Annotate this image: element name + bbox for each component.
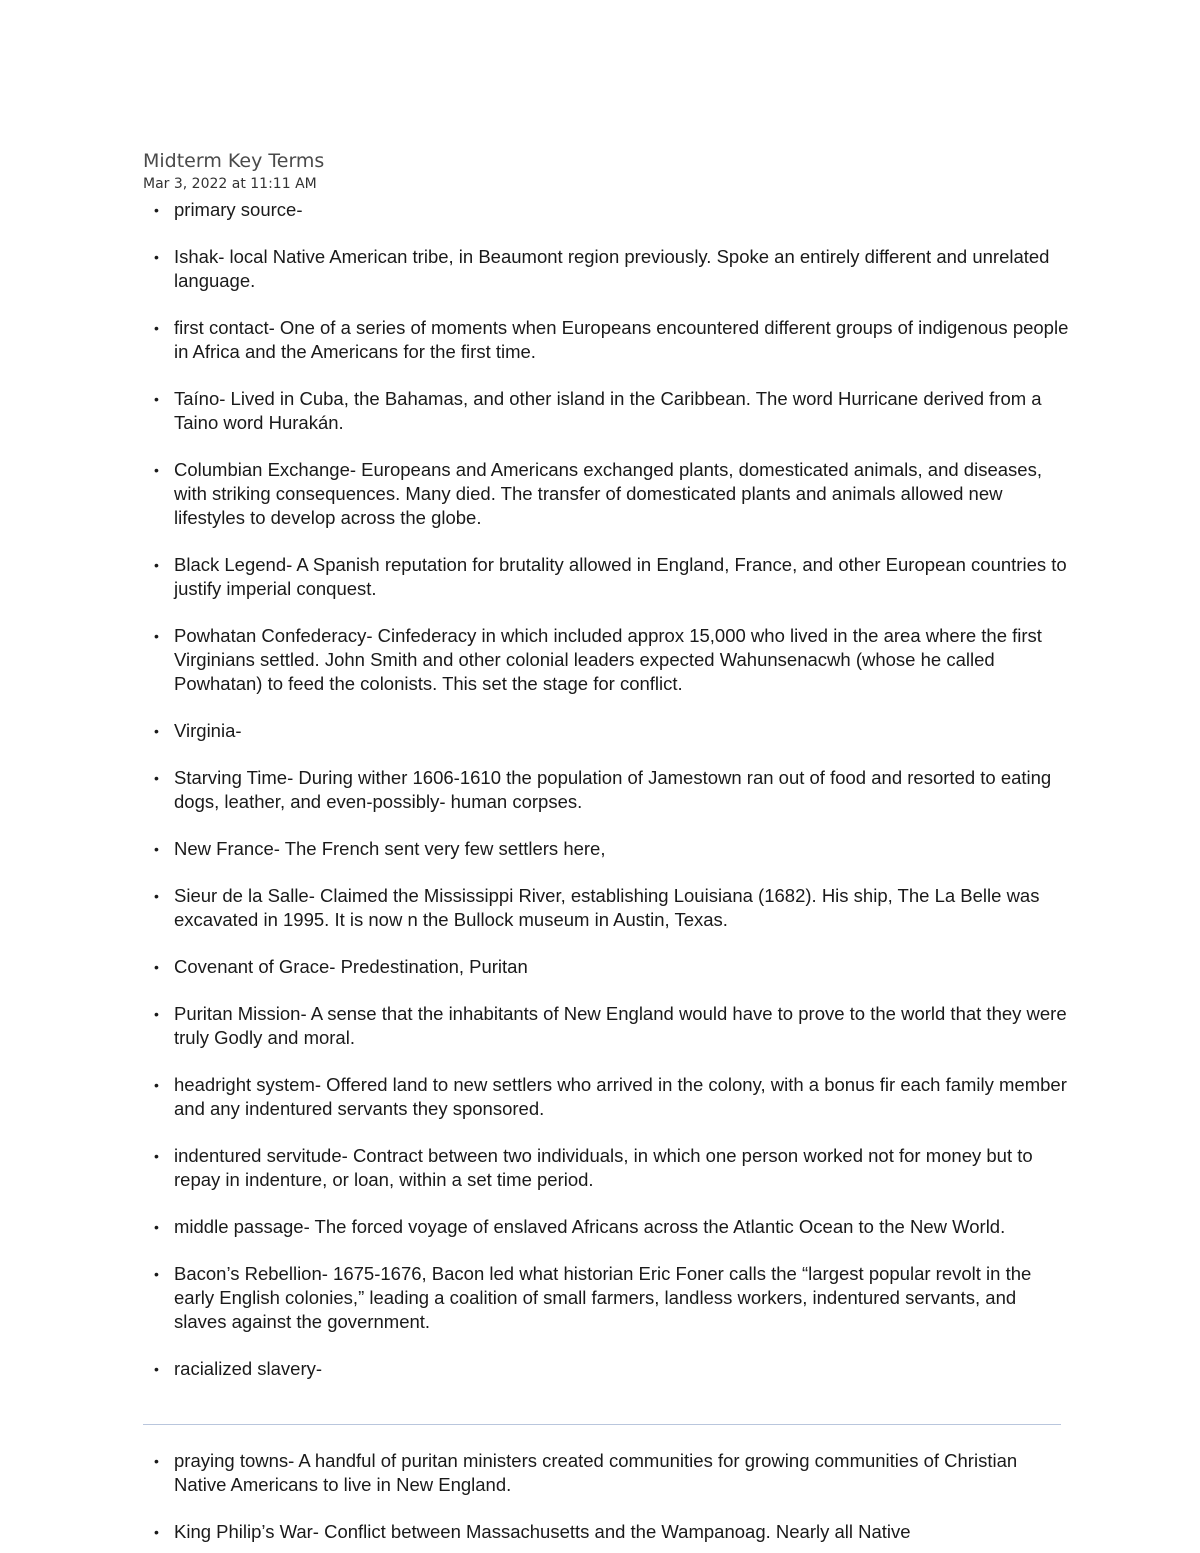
list-item-text: middle passage- The forced voyage of enslaved Africans across the Atlantic Ocean to the New World. bbox=[174, 1216, 1006, 1237]
bullet-icon: • bbox=[154, 1077, 159, 1093]
list-item-text: praying towns- A handful of puritan ministers created communities for growing communities of Christian Native Americans to live in New England. bbox=[174, 1450, 1018, 1495]
note-header bbox=[143, 148, 1063, 194]
bullet-icon: • bbox=[154, 959, 159, 975]
list-item bbox=[0, 1073, 1200, 1121]
list-item bbox=[0, 1357, 1200, 1381]
note-timestamp: Mar 3, 2022 at 11:11 AM bbox=[143, 176, 317, 192]
bullet-icon: • bbox=[154, 770, 159, 786]
list-item bbox=[0, 884, 1200, 932]
bullet-icon: • bbox=[154, 1361, 159, 1377]
list-item-text: Taíno- Lived in Cuba, the Bahamas, and other island in the Caribbean. The word Hurricane derived from a Taino word Hurakán. bbox=[174, 388, 1042, 433]
page-divider bbox=[143, 1424, 1061, 1425]
list-item bbox=[0, 1215, 1200, 1239]
bullet-icon: • bbox=[154, 1219, 159, 1235]
list-item-text: headright system- Offered land to new settlers who arrived in the colony, with a bonus fir each family member and any indentured servants they sponsored. bbox=[174, 1074, 1067, 1119]
list-item-text: racialized slavery- bbox=[174, 1358, 323, 1379]
list-item bbox=[0, 198, 1200, 222]
list-item bbox=[0, 1002, 1200, 1050]
list-item bbox=[0, 1144, 1200, 1192]
bullet-icon: • bbox=[154, 202, 159, 218]
bullet-icon: • bbox=[154, 249, 159, 265]
list-item bbox=[0, 624, 1200, 696]
bullet-icon: • bbox=[154, 723, 159, 739]
bullet-icon: • bbox=[154, 462, 159, 478]
list-item bbox=[0, 458, 1200, 530]
key-terms-list-continued bbox=[0, 1449, 1200, 1553]
list-item bbox=[0, 1449, 1200, 1497]
list-item-text: Puritan Mission- A sense that the inhabitants of New England would have to prove to the world that they were truly Godly and moral. bbox=[174, 1003, 1067, 1048]
list-item-text: Powhatan Confederacy- Cinfederacy in which included approx 15,000 who lived in the area where the first Virginians settled. John Smith and other colonial leaders expected Wahunsenacwh (whose he called Powhatan) to feed the colonists. This set the stage for conflict. bbox=[174, 625, 1042, 694]
list-item bbox=[0, 955, 1200, 979]
list-item-text: Ishak- local Native American tribe, in Beaumont region previously. Spoke an entirely different and unrelated language. bbox=[174, 246, 1050, 291]
list-item-text: King Philip’s War- Conflict between Massachusetts and the Wampanoag. Nearly all Native bbox=[174, 1521, 911, 1542]
list-item bbox=[0, 387, 1200, 435]
list-item-text: Sieur de la Salle- Claimed the Mississippi River, establishing Louisiana (1682). His ship, The La Belle was excavated in 1995. It is now n the Bullock museum in Austin, Texas. bbox=[174, 885, 1040, 930]
bullet-icon: • bbox=[154, 841, 159, 857]
list-item bbox=[0, 245, 1200, 293]
list-item bbox=[0, 837, 1200, 861]
list-item bbox=[0, 1262, 1200, 1334]
bullet-icon: • bbox=[154, 557, 159, 573]
bullet-icon: • bbox=[154, 888, 159, 904]
list-item bbox=[0, 553, 1200, 601]
list-item-text: Covenant of Grace- Predestination, Puritan bbox=[174, 956, 528, 977]
list-item-text: Black Legend- A Spanish reputation for brutality allowed in England, France, and other European countries to justify imperial conquest. bbox=[174, 554, 1067, 599]
bullet-icon: • bbox=[154, 1006, 159, 1022]
bullet-icon: • bbox=[154, 1148, 159, 1164]
bullet-icon: • bbox=[154, 1453, 159, 1469]
page-title: Midterm Key Terms bbox=[143, 150, 325, 172]
bullet-icon: • bbox=[154, 391, 159, 407]
list-item-text: Columbian Exchange- Europeans and Americans exchanged plants, domesticated animals, and diseases, with striking consequences. Many died. The transfer of domesticated plants and animals allowed new lifestyles to develop across the globe. bbox=[174, 459, 1042, 528]
list-item-text: Bacon’s Rebellion- 1675-1676, Bacon led what historian Eric Foner calls the “largest popular revolt in the early English colonies,” leading a coalition of small farmers, landless workers, indentured servants, and slaves against the government. bbox=[174, 1263, 1032, 1332]
list-item-text: first contact- One of a series of moments when Europeans encountered different groups of indigenous people in Africa and the Americans for the first time. bbox=[174, 317, 1069, 362]
list-item-text: Virginia- bbox=[174, 720, 242, 741]
list-item-text: New France- The French sent very few settlers here, bbox=[174, 838, 606, 859]
bullet-icon: • bbox=[154, 628, 159, 644]
list-item bbox=[0, 766, 1200, 814]
bullet-icon: • bbox=[154, 1524, 159, 1540]
list-item-text: indentured servitude- Contract between two individuals, in which one person worked not for money but to repay in indenture, or loan, within a set time period. bbox=[174, 1145, 1033, 1190]
list-item-text: primary source- bbox=[174, 199, 303, 220]
bullet-icon: • bbox=[154, 320, 159, 336]
list-item bbox=[0, 719, 1200, 743]
list-item bbox=[0, 1520, 1200, 1544]
bullet-icon: • bbox=[154, 1266, 159, 1282]
key-terms-list bbox=[0, 198, 1200, 1404]
list-item-text: Starving Time- During wither 1606-1610 the population of Jamestown ran out of food and resorted to eating dogs, leather, and even-possibly- human corpses. bbox=[174, 767, 1052, 812]
list-item bbox=[0, 316, 1200, 364]
